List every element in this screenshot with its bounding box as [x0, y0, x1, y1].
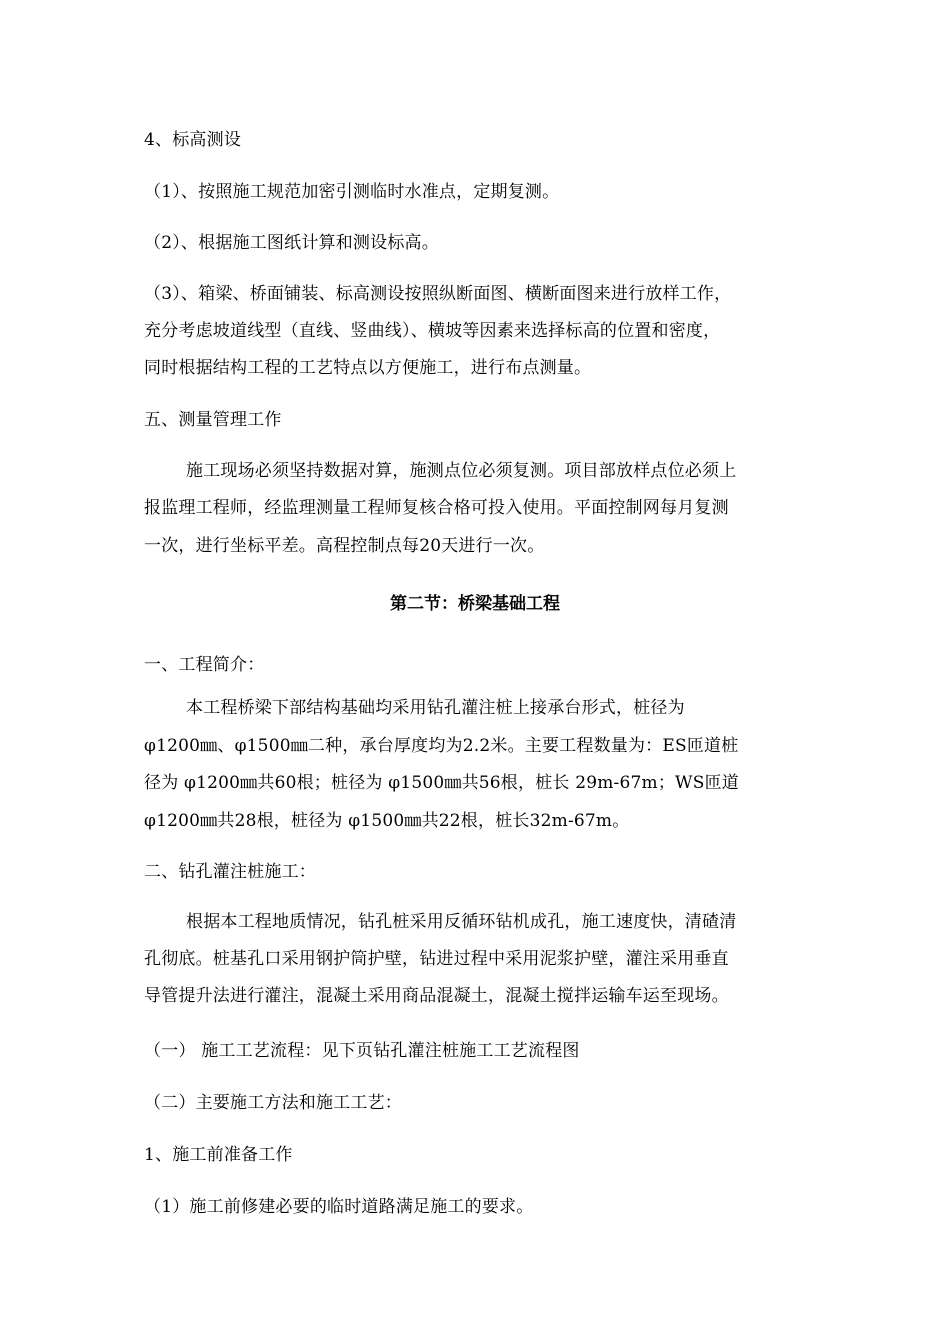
part2-para-line2: 孔彻底。桩基孔口采用钢护筒护壁，钻进过程中采用泥浆护壁，灌注采用垂直: [144, 949, 729, 969]
section5-para-line2: 报监理工程师，经监理测量工程师复核合格可投入使用。平面控制网每月复测: [144, 498, 729, 518]
part2-title: 二、钻孔灌注桩施工：: [144, 862, 316, 882]
part2-para-line1: 根据本工程地质情况，钻孔桩采用反循环钻机成孔，施工速度快，清碴清: [186, 912, 737, 932]
section4-item3-line2: 充分考虑坡道线型（直线、竖曲线）、横坡等因素来选择标高的位置和密度，: [144, 321, 721, 341]
part1-title: 一、工程简介：: [144, 655, 265, 675]
section4-title: 4、标高测设: [144, 130, 242, 150]
part1-para-line2: φ1200㎜、φ1500㎜二种，承台厚度均为2.2米。主要工程数量为：ES匝道桩: [144, 736, 739, 756]
section4-item3-line3: 同时根据结构工程的工艺特点以方便施工，进行布点测量。: [144, 358, 592, 378]
section4-item3-line1: （3）、箱梁、桥面铺装、标高测设按照纵断面图、横断面图来进行放样工作，: [144, 284, 732, 304]
section4-item2: （2）、根据施工图纸计算和测设标高。: [144, 233, 439, 253]
section4-item1: （1）、按照施工规范加密引测临时水准点，定期复测。: [144, 182, 560, 202]
part2-sub1: （一） 施工工艺流程：见下页钻孔灌注桩施工工艺流程图: [144, 1041, 580, 1061]
part2-para-line3: 导管提升法进行灌注，混凝土采用商品混凝土，混凝土搅拌运输车运至现场。: [144, 986, 729, 1006]
part2-step1: 1、施工前准备工作: [144, 1145, 293, 1165]
part1-para-line3: 径为 φ1200㎜共60根；桩径为 φ1500㎜共56根，桩长 29m-67m；WS匝道: [144, 773, 739, 793]
section5-para-line3: 一次，进行坐标平差。高程控制点每20天进行一次。: [144, 536, 545, 556]
part1-para-line1: 本工程桥梁下部结构基础均采用钻孔灌注桩上接承台形式，桩径为: [186, 698, 685, 718]
section5-para-line1: 施工现场必须坚持数据对算，施测点位必须复测。项目部放样点位必须上: [186, 461, 737, 481]
part2-step1-item1: （1）施工前修建必要的临时道路满足施工的要求。: [144, 1197, 534, 1217]
section5-title: 五、测量管理工作: [144, 410, 282, 430]
part1-para-line4: φ1200㎜共28根，桩径为 φ1500㎜共22根，桩长32m-67m。: [144, 811, 630, 831]
chapter-heading: 第二节：桥梁基础工程: [390, 594, 560, 614]
part2-sub2: （二）主要施工方法和施工工艺：: [144, 1093, 402, 1113]
